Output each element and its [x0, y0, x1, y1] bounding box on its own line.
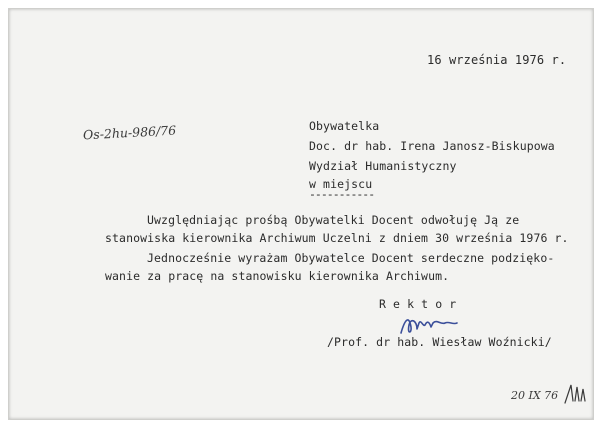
body-line-2: stanowiska kierownika Archiwum Uczelni z dniem 30 września 1976 r.	[105, 231, 569, 245]
recipient-line-4: w miejscu	[309, 177, 373, 191]
initials-icon	[561, 381, 591, 407]
signoff-name: /Prof. dr hab. Wiesław Woźnicki/	[327, 335, 552, 349]
recipient-line-2: Doc. dr hab. Irena Janosz-Biskupowa	[309, 139, 555, 153]
recipient-line-3: Wydział Humanistyczny	[309, 159, 457, 173]
signoff-title: R e k t o r	[379, 297, 457, 311]
body-line-1: Uwzględniając prośbą Obywatelki Docent odwołuję Ją ze	[147, 213, 520, 227]
recipient-underline: -----------	[309, 187, 375, 201]
handwritten-note: 20 IX 76	[511, 389, 559, 402]
body-line-3: Jednocześnie wyrażam Obywatelce Docent serdeczne podzięko-	[147, 251, 555, 265]
document-page	[8, 8, 594, 420]
body-line-4: wanie za pracę na stanowisku kierownika Archiwum.	[105, 269, 450, 283]
recipient-line-1: Obywatelka	[309, 119, 380, 133]
letter-date: 16 września 1976 r.	[427, 53, 567, 67]
reference-number: Os-2hu-986/76	[82, 122, 177, 143]
